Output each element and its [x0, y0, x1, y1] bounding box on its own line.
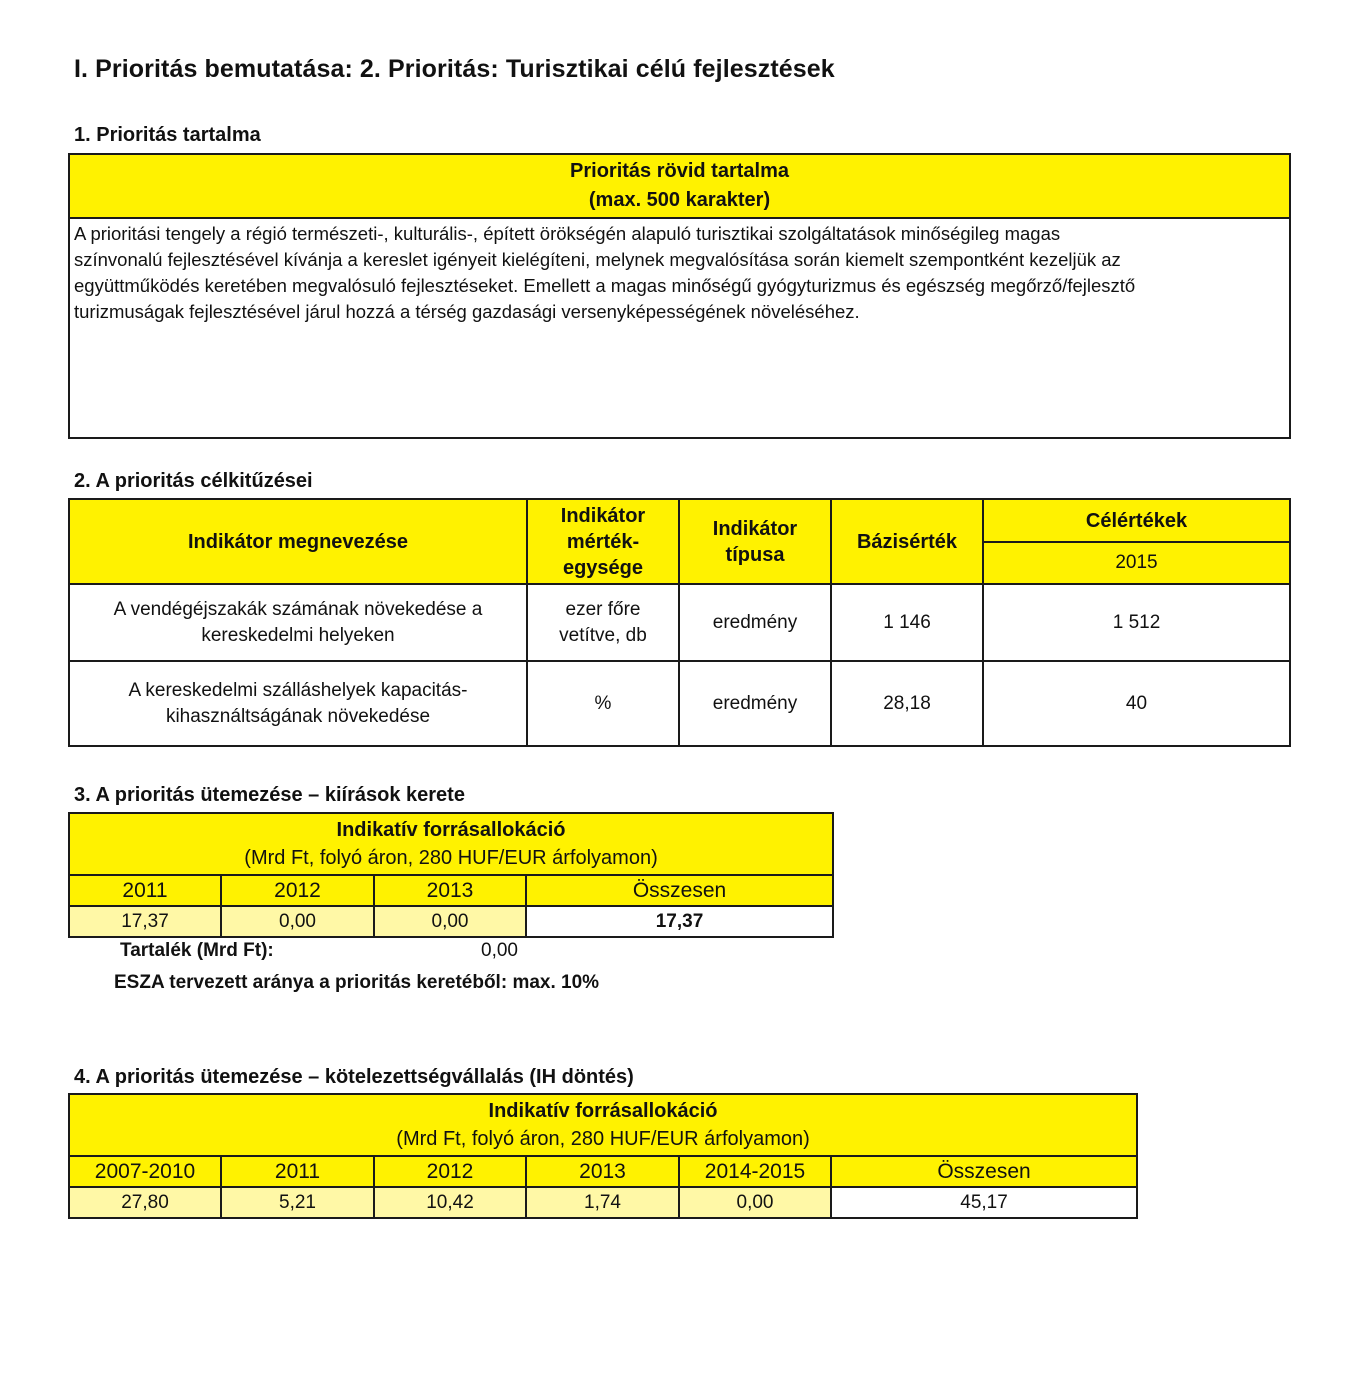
header-base-value: Bázisérték [831, 499, 983, 584]
value-cell: 0,00 [679, 1187, 831, 1218]
table-row [69, 584, 1290, 661]
year-cell: 2013 [374, 875, 526, 906]
header-unit-line1: Indikátor [560, 504, 646, 527]
indicator-type-cell: eredmény [679, 584, 831, 661]
indicators-table [68, 498, 1291, 747]
value-cell: 5,21 [221, 1187, 374, 1218]
value-cell: 0,00 [374, 906, 526, 937]
reserve-label: Tartalék (Mrd Ft): [120, 940, 274, 961]
table-row [69, 661, 1290, 746]
year-cell: 2011 [221, 1156, 374, 1187]
section3-title: 3. A prioritás ütemezése – kiírások kerete [74, 784, 465, 806]
priority-content-line: turizmuságak fejlesztésével járul hozzá a térség gazdasági versenyképességének növeléséhez. [74, 301, 860, 322]
section2-title: 2. A prioritás célkitűzései [74, 470, 313, 492]
section4-title: 4. A prioritás ütemezése – kötelezettségvállalás (IH döntés) [74, 1066, 634, 1088]
indicator-base-cell: 28,18 [831, 661, 983, 746]
year-cell: 2012 [221, 875, 374, 906]
indicator-unit-cell [527, 584, 679, 661]
indicator-name-cell [69, 661, 527, 746]
esza-note: ESZA tervezett aránya a prioritás keretéből: max. 10% [114, 972, 600, 993]
indicator-unit-line2: vetítve, db [559, 624, 647, 646]
allocation-commitment-header-line2: (Mrd Ft, folyó áron, 280 HUF/EUR árfolyamon) [396, 1128, 810, 1150]
table-row [69, 1187, 1137, 1218]
total-header-cell: Összesen [526, 875, 833, 906]
header-indicator-unit [527, 499, 679, 584]
value-cell: 1,74 [526, 1187, 679, 1218]
allocation-calls-table [68, 812, 834, 938]
indicator-unit-line1: ezer főre [565, 598, 641, 620]
page-title: I. Prioritás bemutatása: 2. Prioritás: Turisztikai célú fejlesztések [74, 55, 835, 83]
indicator-type-cell: eredmény [679, 661, 831, 746]
year-cell: 2011 [69, 875, 221, 906]
header-target-values: Célértékek [983, 499, 1290, 542]
value-cell: 27,80 [69, 1187, 221, 1218]
value-cell: 10,42 [374, 1187, 526, 1218]
priority-content-table [68, 153, 1291, 439]
allocation-calls-header-line2: (Mrd Ft, folyó áron, 280 HUF/EUR árfolyamon) [244, 847, 658, 869]
allocation-calls-header-line1: Indikatív forrásallokáció [336, 819, 566, 841]
header-unit-line3: egysége [562, 556, 644, 579]
priority-content-line: együttműködés keretében megvalósuló fejlesztéseket. Emellett a magas minőségű gyógyturizmus és egészség megőrző/fejlesztő [74, 275, 1136, 296]
table-row [69, 906, 833, 937]
year-cell: 2014-2015 [679, 1156, 831, 1187]
year-cell: 2013 [526, 1156, 679, 1187]
header-type-line1: Indikátor [712, 517, 798, 540]
indicator-target-cell: 40 [983, 661, 1290, 746]
priority-content-header-line2: (max. 500 karakter) [588, 189, 771, 211]
header-target-year: 2015 [983, 542, 1290, 584]
priority-content-line: színvonalú fejlesztésével kívánja a kereslet igényeit kielégíteni, melynek megvalósítása során kiemelt szempontként kezeljük az [74, 249, 1121, 270]
indicator-base-cell: 1 146 [831, 584, 983, 661]
indicator-unit-cell: % [527, 661, 679, 746]
header-indicator-name: Indikátor megnevezése [69, 499, 527, 584]
priority-content-body [69, 218, 1290, 438]
indicator-target-cell: 1 512 [983, 584, 1290, 661]
allocation-commitment-header [69, 1094, 1137, 1156]
allocation-calls-header [69, 813, 833, 875]
indicator-name-line1: A kereskedelmi szálláshelyek kapacitás- [128, 679, 468, 701]
total-header-cell: Összesen [831, 1156, 1137, 1187]
indicator-name-cell [69, 584, 527, 661]
indicator-name-line2: kereskedelmi helyeken [201, 624, 395, 646]
priority-content-header-line1: Prioritás rövid tartalma [570, 160, 789, 182]
indicator-name-line1: A vendégéjszakák számának növekedése a [113, 598, 483, 620]
priority-content-header [69, 154, 1290, 218]
header-indicator-type [679, 499, 831, 584]
allocation-commitment-header-line1: Indikatív forrásallokáció [488, 1100, 718, 1122]
total-value-cell: 45,17 [831, 1187, 1137, 1218]
priority-content-line: A prioritási tengely a régió természeti-, kulturális-, épített örökségén alapuló turisztikai szolgáltatások minőségileg magas [74, 223, 1061, 244]
indicator-name-line2: kihasználtságának növekedése [165, 705, 431, 727]
value-cell: 17,37 [69, 906, 221, 937]
reserve-value: 0,00 [481, 940, 518, 961]
year-cell: 2007-2010 [69, 1156, 221, 1187]
total-value-cell: 17,37 [526, 906, 833, 937]
header-unit-line2: mérték- [566, 530, 640, 553]
year-cell: 2012 [374, 1156, 526, 1187]
section1-title: 1. Prioritás tartalma [74, 124, 261, 146]
value-cell: 0,00 [221, 906, 374, 937]
header-type-line2: típusa [725, 543, 785, 566]
allocation-commitment-table [68, 1093, 1138, 1219]
